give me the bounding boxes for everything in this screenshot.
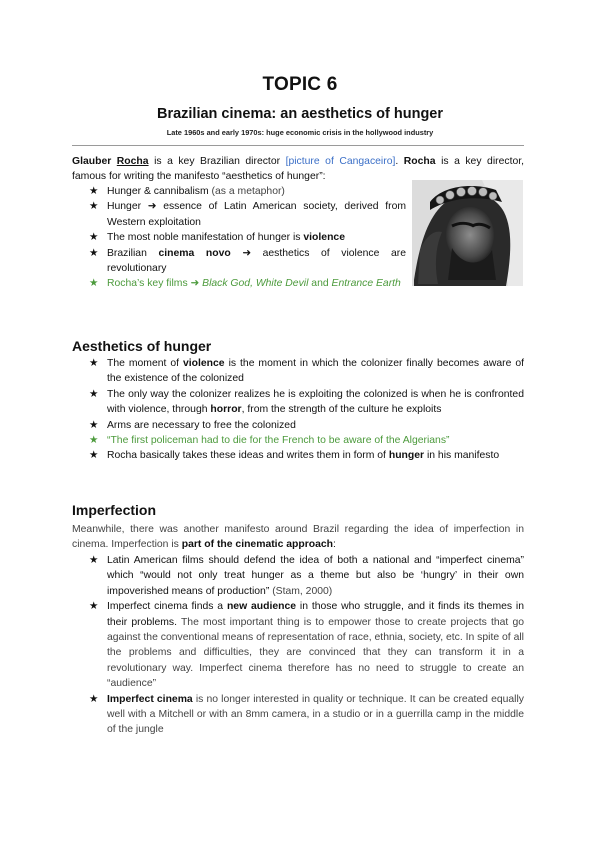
item-text: is the moment in which the colonizer finally becomes aware of the existence of the colonized	[107, 358, 524, 385]
item-text: ➜ aesthetics of violence are revolutionary	[107, 247, 407, 275]
item-text: Rocha basically takes these ideas and writes them in form of	[107, 450, 386, 462]
imperfection-paragraph	[72, 522, 524, 553]
star-bullet-icon: ★	[89, 693, 99, 705]
intro-text: is a key Brazilian director	[154, 156, 281, 167]
star-bullet-icon: ★	[89, 278, 99, 290]
list-item	[72, 418, 524, 433]
item-text: The most important thing is to empower those to create projects that go against the conventional means of representation of race, ethnia, society, etc. In spite of all the problems and difficulties, they are convinced that they can transform it in a revolutionary way. Imperfect cinema therefore has no need to struggle to create an “audience”	[107, 616, 524, 690]
section-heading-aesthetics: Aesthetics of hunger	[72, 338, 212, 354]
cangaceiro-photo	[412, 180, 523, 286]
item-text: is no longer interested in quality or technique. It can be created equally well with a Mitchell or with an 8mm camera, in a studio or in a guerrilla camp in the middle of the jungle	[107, 693, 524, 736]
star-bullet-icon: ★	[89, 388, 99, 400]
star-bullet-icon: ★	[89, 247, 99, 259]
list-item	[72, 246, 406, 277]
list-item	[72, 230, 406, 245]
quote-text: “The first policeman had to die for the French to be aware of the Algerians”	[107, 435, 450, 447]
item-text: Rocha’s key films ➜	[107, 278, 200, 290]
intro-text: is a key director, famous for writing the manifesto “aesthetics of hunger”:	[72, 156, 525, 183]
star-bullet-icon: ★	[89, 201, 99, 213]
citation-text: (Stam, 2000)	[272, 585, 333, 597]
item-text: violence	[303, 232, 345, 244]
list-item	[72, 553, 524, 599]
star-bullet-icon: ★	[89, 555, 99, 566]
item-text: and	[311, 278, 329, 290]
page-title: TOPIC 6	[262, 74, 338, 95]
item-text: The most noble manifestation of hunger is	[107, 232, 301, 244]
intro-text: Glauber	[72, 156, 112, 167]
item-text: Hunger ➜ essence of Latin American society, derived from Western exploitation	[107, 201, 406, 228]
page-subtitle: Brazilian cinema: an aesthetics of hunger	[156, 106, 444, 122]
star-bullet-icon: ★	[89, 232, 99, 244]
list-item	[72, 433, 524, 448]
item-text: The only way the colonizer realizes he is exploiting the colonized is when he is confronted with violence, through	[107, 388, 524, 416]
item-text: Imperfect cinema finds a	[107, 601, 224, 613]
item-text: Imperfect cinema	[107, 693, 193, 705]
section-heading-imperfection: Imperfection	[72, 502, 157, 518]
list-item	[72, 692, 524, 738]
star-bullet-icon: ★	[89, 419, 99, 431]
item-text: new audience	[226, 601, 297, 613]
item-text: in those who struggle, and it finds its themes in their problems.	[107, 601, 525, 628]
item-text: violence	[183, 358, 225, 369]
star-bullet-icon: ★	[89, 450, 99, 462]
star-bullet-icon: ★	[89, 435, 99, 447]
paragraph-text: Meanwhile, there was another manifesto around Brazil regarding the idea of imperfection in cinema. Imperfection is	[72, 524, 524, 551]
star-bullet-icon: ★	[89, 358, 99, 369]
item-text: cinema novo	[158, 247, 231, 259]
portrait-image	[412, 180, 523, 286]
intro-bullet-list	[72, 184, 406, 292]
item-text: The moment of	[107, 358, 180, 369]
imperfection-bullet-list	[72, 553, 524, 738]
item-text: Latin American films should defend the idea of both a national and “imperfect cinema” which “would not only treat hunger as a theme but also be ‘hungry’ in their own impoverished means of production”	[107, 555, 524, 597]
aesthetics-bullet-list	[72, 356, 524, 464]
list-item	[72, 199, 406, 230]
star-bullet-icon: ★	[89, 186, 99, 197]
item-text: in his manifesto	[426, 450, 500, 462]
item-text: hunger	[388, 450, 425, 462]
list-item	[72, 387, 524, 418]
intro-text: .	[395, 156, 399, 167]
list-item	[72, 448, 524, 463]
list-item	[72, 356, 524, 387]
list-item	[72, 599, 524, 691]
star-bullet-icon: ★	[89, 601, 99, 613]
item-text: Black God, White Devil	[202, 278, 309, 290]
paragraph-text: :	[333, 539, 336, 551]
intro-text: Rocha	[116, 156, 149, 167]
horizontal-rule	[72, 145, 524, 146]
page-tagline: Late 1960s and early 1970s: huge economic crisis in the hollywood industry	[166, 128, 434, 137]
item-text: horror	[210, 404, 242, 416]
item-text: (as a metaphor)	[211, 186, 285, 197]
item-text: Hunger & cannibalism	[107, 186, 209, 197]
list-item	[72, 184, 406, 199]
item-text: Arms are necessary to free the colonized	[107, 419, 296, 431]
item-text: , from the strength of the culture he exploits	[241, 404, 442, 416]
picture-link[interactable]: [picture of Cangaceiro]	[285, 156, 396, 167]
paragraph-text: part of the cinematic approach	[181, 539, 334, 551]
intro-text: Rocha	[403, 156, 436, 167]
list-item	[72, 276, 406, 291]
item-text: Brazilian	[107, 247, 147, 259]
item-text: Entrance Earth	[331, 278, 401, 290]
